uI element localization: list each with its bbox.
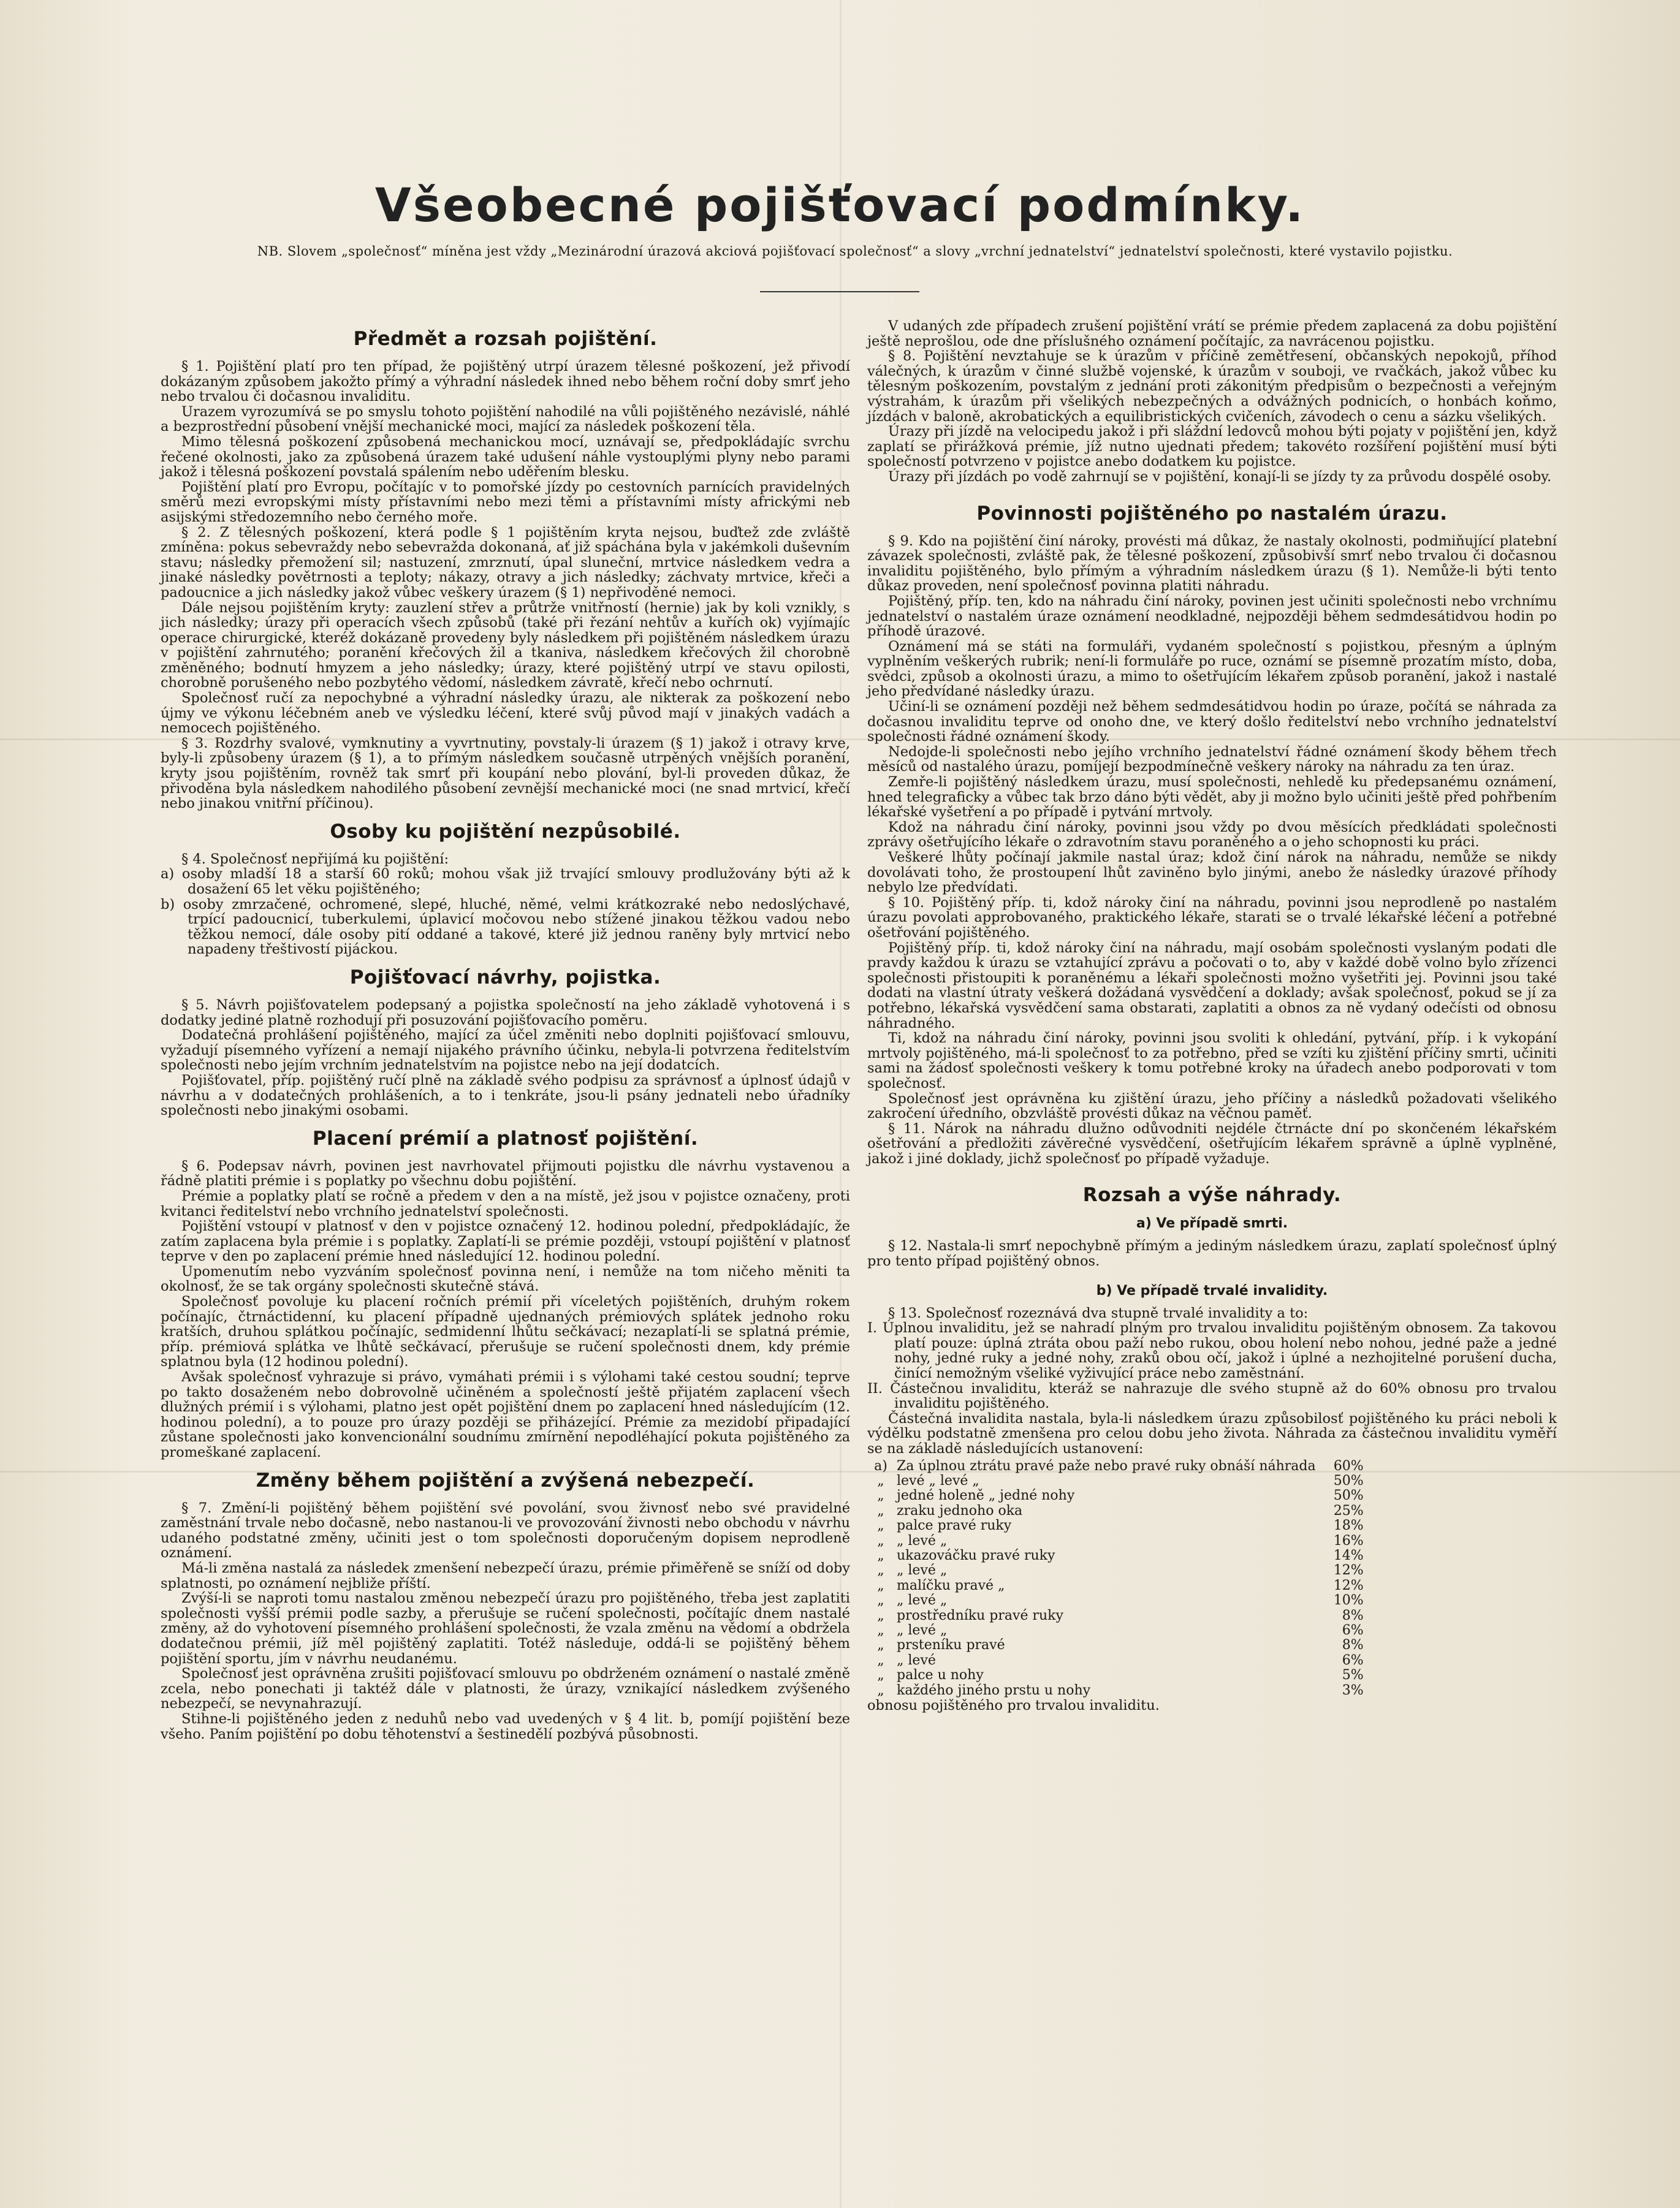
- paragraph: V udaných zde případech zrušení pojištění vrátí se prémie předem zaplacená za dobu pojištění ještě neprošlou, ode dne příslušného oznámení počítajíc, za navrácenou pojistku.: [867, 318, 1557, 349]
- rate-label: prostředníku pravé ruky: [897, 1607, 1063, 1623]
- rate-pct: 8%: [1342, 1637, 1364, 1653]
- rate-label: malíčku pravé „: [897, 1577, 1005, 1593]
- rate-label: „ levé: [897, 1652, 936, 1668]
- rate-pct: 18%: [1333, 1518, 1364, 1534]
- paragraph: Pojištění vstoupí v platnosť v den v pojistce označený 12. hodinou polední, předpokládajíc, že zatím zaplacena byla prémie i s poplatky. Zaplatí-li se prémie později, vstoupí pojištění v platnosť teprve v den po zaplacení prémie hned následující 12. hodinou polední.: [161, 1218, 850, 1265]
- table-row: [867, 1489, 1366, 1503]
- table-row: [867, 1579, 1366, 1593]
- rate-pct: 25%: [1333, 1503, 1364, 1519]
- compensation-rate-table: [867, 1459, 1366, 1699]
- rate-q: „: [877, 1623, 884, 1639]
- paragraph: § 11. Nárok na náhradu dlužno odůvodniti nejdéle čtrnácte dní po skončeném lékařském ošetřování a předložiti závěrečné vysvědčení, ošetřujícím lékařem správně a úplně vyplněné, jakož i jiné doklady, jichž společnosť po případě vyžaduje.: [867, 1120, 1557, 1167]
- rate-pct: 6%: [1342, 1652, 1364, 1668]
- table-row: [867, 1593, 1366, 1608]
- paragraph: Upomenutím nebo vyzváním společnosť povinna není, i nemůže na tom ničeho měniti ta okolnosť, že se tak orgány společnosti skutečně stává.: [161, 1263, 850, 1295]
- paragraph: Částečná invalidita nastala, byla-li následkem úrazu způsobilosť pojištěného ku práci neboli k výdělku podstatně zmenšena pro celou dobu jeho života. Náhrada za částečnou invaliditu vyměří se na základě následujících ustanovení:: [867, 1410, 1557, 1457]
- rate-pct: 5%: [1342, 1667, 1364, 1683]
- paragraph: Úrazy při jízdách po vodě zahrnují se v pojištění, konají-li se jízdy ty za průvodu dospělé osoby.: [888, 468, 1552, 485]
- paragraph: § 5. Návrh pojišťovatelem podepsaný a pojistka společností na jeho základě vyhotovená i s dodatky jediné platně rozhodují při posuzování pojišťovacího poměru.: [161, 996, 850, 1028]
- rate-pct: 12%: [1333, 1577, 1364, 1593]
- list-item: I. Úplnou invaliditu, jež se nahradí plným pro trvalou invaliditu pojištěným obnosem. Za takovou platí pouze: úplná ztráta obou paží nebo rukou, obou holení nebo nohou, jedné paže a jedné nohy, jedné ruky a jedné nohy, zraků obou očí, jakož i úplné a nezhojitelné porušení ducha, činící nemožným všeliké vyživující práce nebo zaměstnání.: [867, 1320, 1557, 1382]
- section-heading: Povinnosti pojištěného po nastalém úrazu.: [976, 502, 1448, 525]
- paragraph: Stihne-li pojištěného jeden z neduhů nebo vad uvedených v § 4 lit. b, pomíjí pojištění beze všeho. Paním pojištění po dobu těhotenství a šestinedělí pozbývá působnosti.: [161, 1710, 850, 1742]
- rate-pct: 10%: [1333, 1593, 1364, 1609]
- table-row: [867, 1563, 1366, 1578]
- table-row: [867, 1534, 1366, 1549]
- paragraph: Veškeré lhůty počínají jakmile nastal úraz; kdož činí nárok na náhradu, nemůže se nikdy dovolávati toho, že prostoupení lhůt zaviněno bylo jinými, anebo že následky úrazové příhody nebylo lze předvídati.: [867, 849, 1557, 896]
- paragraph: Pojištěný příp. ti, kdož nároky činí na náhradu, mají osobám společnosti vyslaným podati dle pravdy každou k úrazu se vztahující zprávu a počovati o to, aby v každé době volno bylo zřízenci společnosti přistoupiti k poraněnému a lékaři společnosti možno vyšetřiti jej. Povinni jsou také dodati na vlastní útraty veškerá dožádaná vysvědčení a doklady; avšak společnosť, pokud se jí za potřebno, lékařská vysvědčení sama obstarati, zaplatiti a obnos za ně vydaný odečísti od obnosu náhradného.: [867, 939, 1557, 1031]
- paragraph: Prémie a poplatky platí se ročně a předem v den a na místě, jež jsou v pojistce označeny, proti kvitanci ředitelství nebo vrchního jednatelství společnosti.: [161, 1188, 850, 1220]
- paragraph: Oznámení má se státi na formuláři, vydaném společností s pojistkou, přesným a úplným vyplněním veškerých rubrik; není-li formuláře po ruce, oznámí se písemně prozatím místo, doba, svědci, způsob a okolnosti úrazu, a mimo to ošetřujícím lékařem způsob poranění, jakož i nastalé jeho předvídané následky úrazu.: [867, 638, 1557, 700]
- table-row: [867, 1549, 1366, 1563]
- rate-q: „: [877, 1518, 884, 1534]
- paragraph: Dále nejsou pojištěním kryty: zauzlení střev a průtrže vnitřností (hernie) jak by koli vznikly, s jich následky; úrazy při operacích všech způsobů (také při řezání nehtův a kuřích ok) vyjímajíc operace chirurgické, kteréž dokázaně provedeny byly následkem při pojištěném následkem úrazu v pojištění zahrnutého; poranění křečových žil a tkaniva, následkem křečových žil chorobně změněného; bodnutí hmyzem a jeho následky; úrazy, které pojištěný utrpí ve stavu opilosti, chorobně porušeného nebo pozbytého vědomí, následkem závratě, křečí nebo ochrnutí.: [161, 599, 850, 691]
- rate-label: zraku jednoho oka: [897, 1503, 1023, 1519]
- paragraph: § 12. Nastala-li smrť nepochybně přímým a jediným následkem úrazu, zaplatí společnosť úplný pro tento případ pojištěný obnos.: [867, 1238, 1557, 1270]
- table-row: [867, 1519, 1366, 1533]
- rate-label: „ levé „: [897, 1593, 948, 1609]
- paragraph: Dodatečná prohlášení pojištěného, mající za účel změniti nebo doplniti pojišťovací smlouvu, vyžadují písemného vyřízení a nemají nijakého právního účinku, nebyla-li potvrzena ředitelstvím společnosti nebo jejím vrchním jednatelstvím na pojistce nebo na její dodatcích.: [161, 1027, 850, 1074]
- rate-q: „: [877, 1593, 884, 1609]
- paragraph: Učiní-li se oznámení později než během sedmdesátidvou hodin po úraze, počítá se náhrada za dočasnou invaliditu teprve od onoho dne, ve který došlo ředitelství nebo vrchního jednatelství společnosti řádné oznámení škody.: [867, 699, 1557, 745]
- table-row: [867, 1683, 1366, 1698]
- rate-pct: 3%: [1342, 1682, 1364, 1698]
- rate-label: palce pravé ruky: [897, 1518, 1012, 1534]
- rate-q: „: [877, 1667, 884, 1683]
- rate-label: palce u nohy: [897, 1667, 984, 1683]
- table-row: [867, 1504, 1366, 1519]
- paragraph: Pojištěný, příp. ten, kdo na náhradu činí nároky, povinen jest učiniti společnosti nebo vrchnímu jednatelství o nastalém úraze oznámení neodkladné, nejpozději během sedmdesátidvou hodin po příhodě úrazové.: [867, 593, 1557, 640]
- section-heading: Osoby ku pojištění nezpůsobilé.: [330, 820, 681, 843]
- section-heading: Rozsah a výše náhrady.: [1082, 1184, 1342, 1207]
- rate-q: „: [877, 1488, 884, 1504]
- paragraph: § 1. Pojištění platí pro ten případ, že pojištěný utrpí úrazem tělesné poškození, jež přivodí dokázaným způsobem jakožto přímý a výhradní následek ihned nebo během roční doby smrť jeho nebo trvalou či dočasnou invaliditu.: [161, 359, 850, 405]
- paragraph: § 10. Pojištěný příp. ti, kdož nároky činí na náhradu, povinni jsou neprodleně po nastalém úrazu povolati approbovaného, praktického lékaře, starati se o trvalé lékařské léčení a potřebné ošetřování pojištěného.: [867, 894, 1557, 941]
- section-heading: Předmět a rozsah pojištění.: [353, 328, 658, 350]
- rate-q: „: [877, 1637, 884, 1653]
- rate-pct: 6%: [1342, 1623, 1364, 1639]
- divider: [760, 291, 919, 292]
- paragraph: Společnosť ručí za nepochybné a výhradní následky úrazu, ale nikterak za poškození nebo újmy ve výkonu léčebném aneb ve výsledku léčení, které svůj původ mají v jinakých vadách a nemocech pojištěného.: [161, 690, 850, 737]
- rate-q: „: [877, 1503, 884, 1519]
- rate-label: ukazováčku pravé ruky: [897, 1548, 1055, 1564]
- rate-pct: 16%: [1333, 1533, 1364, 1549]
- table-row: [867, 1474, 1366, 1489]
- rate-q: „: [877, 1548, 884, 1564]
- right-column: [867, 319, 1557, 1713]
- subsection-heading: b) Ve případě trvalé invalidity.: [1096, 1283, 1328, 1299]
- paragraph: Mimo tělesná poškození způsobená mechanickou mocí, uznávají se, předpokládajíc svrchu řečené okolnosti, jako za způsobená úrazem také udušení náhle vystouplými plyny nebo parami jakož i tělesná poškození povstalá spálením nebo uděřením blesku.: [161, 433, 850, 480]
- rate-label: prsteníku pravé: [897, 1637, 1005, 1653]
- section-heading: Pojišťovací návrhy, pojistka.: [349, 966, 661, 988]
- nb-note: NB. Slovem „společnosť“ míněna jest vždy „Mezinárodní úrazová akciová pojišťovací společnosť“ a slovy „vrchní jednatelství“ jednatelství společnosti, které vystavilo pojistku.: [257, 244, 1453, 259]
- rate-pct: 50%: [1333, 1488, 1364, 1504]
- paragraph: Pojišťovatel, příp. pojištěný ručí plně na základě svého podpisu za správnosť a úplnosť údajů v návrhu a v dodatečných prohlášeních, a to i tenkráte, jsou-li psány jednateli nebo úřadníky společnosti nebo jinakými osobami.: [161, 1072, 850, 1119]
- rate-label: jedné holeně „ jedné nohy: [897, 1488, 1075, 1504]
- list-item: b) osoby zmrzačené, ochromené, slepé, hluché, němé, velmi krátkozraké nebo nedoslýchavé, trpící padoucnicí, tuberkulemi, úplavicí močovou nebo stížené jinakou těžkou vadou nebo těžkou nemocí, dále osoby pití oddané a takové, které již jednou raněny byly mrtvicí nebo napadeny třeštivostí pijáckou.: [161, 896, 850, 958]
- table-row: [867, 1459, 1366, 1474]
- rate-label: levé „ levé „: [897, 1473, 979, 1489]
- rate-label: „ levé „: [897, 1533, 948, 1549]
- table-row: [867, 1668, 1366, 1683]
- paragraph: Avšak společnosť vyhrazuje si právo, vymáhati prémii i s výlohami také cestou soudní; teprve po takto dosaženém nebo dobrovolně učiněném a společností ještě přijatém zaplacení všech dlužných prémií i s výlohami, platno jest opět pojištění dnem po zaplacení hned následujícím (12. hodinou polední), a to pouze pro úrazy později se přiházející. Prémie za mezidobí připadající zůstane společnosti jako konvencionální soudnímu zmírnění nepodléhající pokuta pojištěného za promeškané zaplacení.: [161, 1369, 850, 1460]
- paragraph: § 13. Společnosť rozeznává dva stupně trvalé invalidity a to:: [888, 1305, 1309, 1321]
- paragraph: § 2. Z tělesných poškození, která podle § 1 pojištěním kryta nejsou, buďtež zde zvláště zmíněna: pokus sebevraždy nebo sebevražda dokonaná, ať již spáchána byla v jakémkoli duševním stavu; následky přemožení sil; nastuzení, zmrznutí, úpal sluneční, mrtvice následkem vedra a jinaké následky povětrnosti a teploty; nákazy, otravy a jich následky; záchvaty mrtvice, křeči a padoucnice a jich následky jakož vůbec veškery úrazem (§ 1) nepřivoděné nemoci.: [161, 524, 850, 601]
- paragraph: Úrazy při jízdě na velocipedu jakož i při sláždní ledovců mohou býti pojaty v pojištění jen, když zaplatí se přirážková prémie, jíž nutno ujednati předem; takovéto rozšíření pojištění musí býti společností potvrzeno v pojistce anebo dodatkem ku pojistce.: [867, 423, 1557, 470]
- rate-label: „ levé „: [897, 1563, 948, 1579]
- left-column: [161, 319, 850, 1742]
- paragraph: Společnosť jest oprávněna zrušiti pojišťovací smlouvu po obdrženém oznámení o nastalé změně zcela, nebo ponechati ji taktéž dále v platnosti, že úrazy, vznikající následkem zvýšeného nebezpečí, se nevynahrazují.: [161, 1666, 850, 1712]
- rate-q: a): [874, 1458, 888, 1474]
- rate-pct: 12%: [1333, 1563, 1364, 1579]
- rate-pct: 50%: [1333, 1473, 1364, 1489]
- paragraph: § 3. Rozdrhy svalové, vymknutiny a vyvrtnutiny, povstaly-li úrazem (§ 1) jakož i otravy krve, byly-li způsobeny úrazem (§ 1), a to přímým následkem současně utrpěných vnějších poranění, kryty jsou pojištěním, rovněž tak smrť při koupání nebo plování, byl-li proveden důkaz, že přivoděna byla následkem nahodilého působení zevnější mechanické moci (ne snad mrtvicí, křečí nebo jinakou vnitřní příčinou).: [161, 735, 850, 812]
- paragraph: Má-li změna nastalá za následek zmenšení nebezpečí úrazu, prémie přiměřeně se sníží od doby splatnosti, po oznámení nejbliže příští.: [161, 1560, 850, 1592]
- paragraph: Zemře-li pojištěný následkem úrazu, musí společnosti, nehledě ku předepsanému oznámení, hned telegraficky a vůbec tak brzo dáno býti vědět, aby ji možno bylo učiniti ještě před pohřbením lékařské vyšetření a po případě i pytvání mrtvoly.: [867, 774, 1557, 821]
- rate-q: „: [877, 1607, 884, 1623]
- list-item: II. Částečnou invaliditu, kteráž se nahrazuje dle svého stupně až do 60% obnosu pro trvalou invaliditu pojištěného.: [867, 1380, 1557, 1412]
- table-row: [867, 1653, 1366, 1668]
- rate-q: „: [877, 1682, 884, 1698]
- section-heading: Změny během pojištění a zvýšená nebezpečí.: [256, 1469, 755, 1492]
- paragraph: § 4. Společnosť nepřijímá ku pojištění:: [181, 851, 449, 867]
- list-item: a) osoby mladší 18 a starší 60 roků; mohou však již trvající smlouvy prodlužovány býti až k dosažení 65 let věku pojištěného;: [161, 866, 850, 897]
- paragraph: Společnosť povoluje ku placení ročních prémií při víceletých pojištěních, druhým rokem počínajíc, čtrnáctidenní, ku placení případně ujednaných prémiových splátek jednoho roku kratších, druhou splátkou počínajíc, sedmidenní lhůtu sečkávací; nezaplatí-li se splatná prémie, příp. prémiová splátka ve lhůtě sečkávací, přerušuje se ručení společnosti dnem, kdy prémie splatnou byla (12 hodinou polední).: [161, 1294, 850, 1370]
- paragraph: § 8. Pojištění nevztahuje se k úrazům v příčině zemětřesení, občanských nepokojů, příhod válečných, k úrazům v činné službě vojenské, k úrazům v souboji, ve rvačkách, jakož vůbec ku tělesným poškozením, povstalým z jednání proti zákonitým předpisům o bezpečnosti a veřejným výstrahám, k úrazům při všelikých nebezpečných a odvážných podnicích, o honbách koňmo, jízdách v baloně, akrobatických a equilibristických cvičeních, závodech o cenu a sázku všelikých.: [867, 348, 1557, 425]
- rate-label: „ levé „: [897, 1623, 948, 1639]
- paragraph: obnosu pojištěného pro trvalou invaliditu.: [867, 1698, 1160, 1714]
- table-row: [867, 1623, 1366, 1638]
- rate-pct: 14%: [1333, 1548, 1364, 1564]
- rate-q: „: [877, 1577, 884, 1593]
- paragraph: Kdož na náhradu činí nároky, povinni jsou vždy po dvou měsících předkládati společnosti zprávy ošetřujícího lékaře o zdravotním stavu poraněného a o jeho schopnosti ku práci.: [867, 819, 1557, 851]
- rate-pct: 60%: [1333, 1458, 1364, 1474]
- rate-label: každého jiného prstu u nohy: [897, 1682, 1091, 1698]
- rate-q: „: [877, 1563, 884, 1579]
- paragraph: § 6. Podepsav návrh, povinen jest navrhovatel přijmouti pojistku dle návrhu vystavenou a řádně platiti prémie i s poplatky po všechnu dobu pojištění.: [161, 1158, 850, 1189]
- rate-pct: 8%: [1342, 1607, 1364, 1623]
- rate-label: Za úplnou ztrátu pravé paže nebo pravé ruky obnáší náhrada: [897, 1458, 1316, 1474]
- paragraph: Ti, kdož na náhradu činí nároky, povinni jsou svoliti k ohledání, pytvání, příp. i k vykopání mrtvoly pojištěného, má-li společnosť to za potřebno, před se vzíti ku zjištění příčiny smrti, učiniti sami na žádosť společnosti veškery k tomu potřebné kroky na úřadech anebo podporovati v tom společnosť.: [867, 1030, 1557, 1091]
- paragraph: Pojištění platí pro Evropu, počítajíc v to pomořské jízdy po cestovních parnících pravidelných směrů mezi evropskými místy přístavními nebo mezi těmi a přístavními místy africkými neb asijskými středozemního nebo černého moře.: [161, 479, 850, 525]
- paragraph: Nedojde-li společnosti nebo jejího vrchního jednatelství řádné oznámení škody během třech měsíců od nastalého úrazu, pomíjejí bezpodmínečně veškery nároky na náhradu za ten úraz.: [867, 743, 1557, 775]
- document-title: Všeobecné pojišťovací podmínky.: [374, 178, 1306, 232]
- rate-q: „: [877, 1652, 884, 1668]
- paragraph: Zvýší-li se naproti tomu nastalou změnou nebezpečí úrazu pro pojištěného, třeba jest zaplatiti společnosti vyšší prémii podle sazby, a přerušuje se ručení společnosti, počítajíc dnem nastalé změny, až do vyhotovení písemného prohlášení společnosti, že vzala změnu na vědomí a obdržela dodatečnou prémii, jíž měl pojištěný zaplatiti. Totéž následuje, oddá-li se pojištěný během pojištění sportu, jím v návrhu neudanému.: [161, 1590, 850, 1667]
- paragraph: Společnosť jest oprávněna ku zjištění úrazu, jeho příčiny a následků požadovati všelikého zakročení úředního, obzvláště provésti důkaz na věčnou paměť.: [867, 1090, 1557, 1122]
- rate-q: „: [877, 1533, 884, 1549]
- section-heading: Placení prémií a platnosť pojištění.: [312, 1127, 699, 1150]
- paragraph: § 7. Změní-li pojištěný během pojištění své povolání, svou živnosť nebo své pravidelné zaměstnání trvale nebo dočasně, nebo nastanou-li ve provozování živnosti nebo obchodu v návrhu udaného podstatné změny, učiniti jest o tom společnosti doporučeným dopisem neprodleně oznámení.: [161, 1500, 850, 1561]
- rate-q: „: [877, 1473, 884, 1489]
- paragraph: Urazem vyrozumívá se po smyslu tohoto pojištění nahodilé na vůli pojištěného nezávislé, náhlé a bezprostřední působení vnější mechanické moci, mající za následek poškození těla.: [161, 403, 850, 435]
- paragraph: § 9. Kdo na pojištění činí nároky, provésti má důkaz, že nastaly okolnosti, podmiňující platební závazek společnosti, zvláště pak, že tělesné poškození, způsobivší smrť nebo trvalou či dočasnou invaliditu pojištěného, bylo přímým a výhradním následkem úrazu (§ 1). Nemůže-li býti tento důkaz proveden, není společnosť povinna platiti náhradu.: [867, 533, 1557, 594]
- table-row: [867, 1638, 1366, 1653]
- table-row: [867, 1609, 1366, 1623]
- subsection-heading: a) Ve případě smrti.: [1136, 1216, 1288, 1232]
